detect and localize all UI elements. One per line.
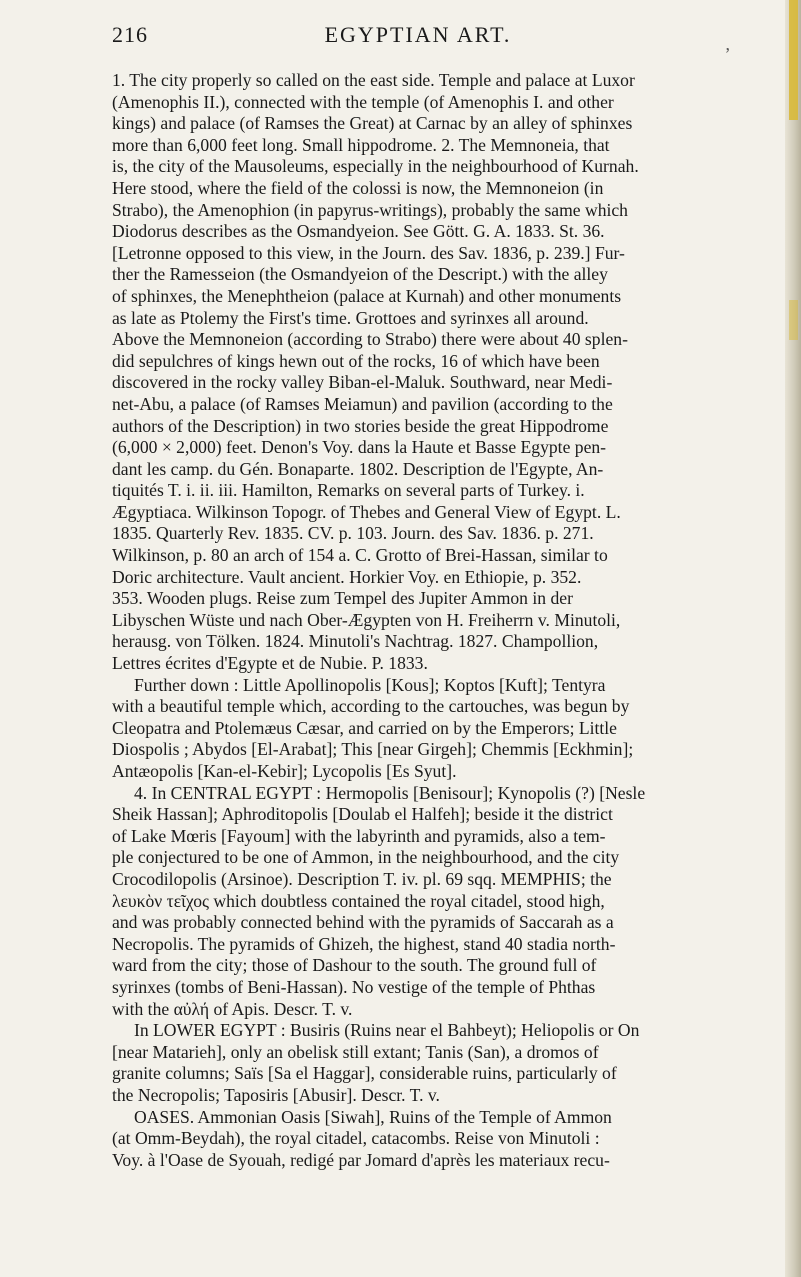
text-line: (6,000 × 2,000) feet. Denon's Voy. dans la Haute et Basse Egypte pen- bbox=[112, 437, 607, 458]
text-line: 1835. Quarterly Rev. 1835. CV. p. 103. Journ. des Sav. 1836. p. 271. bbox=[112, 523, 594, 544]
text-line: Crocodilopolis (Arsinoe). Description T. iv. pl. 69 sqq. MEMPHIS; the bbox=[112, 868, 612, 889]
text-line: ward from the city; those of Dashour to the south. The ground full of bbox=[112, 955, 597, 976]
text-line: of sphinxes, the Menephtheion (palace at Kurnah) and other monuments bbox=[112, 285, 622, 306]
running-title: EGYPTIAN ART. bbox=[324, 22, 512, 47]
text-line: 1. The city properly so called on the east side. Temple and palace at Luxor bbox=[112, 70, 635, 90]
text-line: (Amenophis II.), connected with the temple (of Amenophis I. and other bbox=[112, 91, 614, 112]
text-line: ple conjectured to be one of Ammon, in the neighbourhood, and the city bbox=[112, 847, 620, 868]
text-line: authors of the Description) in two stories beside the great Hippodrome bbox=[112, 415, 609, 436]
text-line: Antæopolis [Kan-el-Kebir]; Lycopolis [Es Syut]. bbox=[112, 761, 457, 781]
text-line: ther the Ramesseion (the Osmandyeion of the Descript.) with the alley bbox=[112, 264, 608, 285]
text-line: the Necropolis; Taposiris [Abusir]. Descr. T. v. bbox=[112, 1084, 440, 1105]
text-line: herausg. von Tölken. 1824. Minutoli's Nachtrag. 1827. Champollion, bbox=[112, 631, 599, 652]
text-line: with a beautiful temple which, according to the cartouches, was begun by bbox=[112, 696, 630, 717]
page-edge bbox=[785, 0, 801, 1277]
text-line: dant les camp. du Gén. Bonaparte. 1802. Description de l'Egypte, An- bbox=[112, 458, 604, 479]
text-line: Doric architecture. Vault ancient. Horkier Voy. en Ethiopie, p. 352. bbox=[112, 566, 582, 587]
paragraph bbox=[112, 675, 718, 783]
paragraph bbox=[112, 783, 718, 1172]
text-line: [near Matarieh], only an obelisk still extant; Tanis (San), a dromos of bbox=[112, 1041, 599, 1062]
text-line: Sheik Hassan]; Aphroditopolis [Doulab el Halfeh]; beside it the district bbox=[112, 804, 613, 825]
text-line: OASES. Ammonian Oasis [Siwah], Ruins of the Temple of Ammon bbox=[134, 1106, 612, 1127]
page-header bbox=[112, 22, 730, 58]
text-line: more than 6,000 feet long. Small hippodrome. 2. The Memnoneia, that bbox=[112, 134, 610, 155]
text-line: 4. In CENTRAL EGYPT : Hermopolis [Benisour]; Kynopolis (?) [Nesle bbox=[134, 782, 646, 803]
edge-highlight bbox=[789, 300, 798, 340]
text-line: [Letronne opposed to this view, in the Journ. des Sav. 1836, p. 239.] Fur- bbox=[112, 242, 625, 263]
text-line: of Lake Mœris [Fayoum] with the labyrinth and pyramids, also a tem- bbox=[112, 825, 606, 846]
text-line: Lettres écrites d'Egypte et de Nubie. P. 1833. bbox=[112, 653, 428, 674]
text-line: with the αὐλή of Apis. Descr. T. v. bbox=[112, 998, 353, 1019]
body-text bbox=[112, 70, 718, 1171]
text-line: discovered in the rocky valley Biban-el-Maluk. Southward, near Medi- bbox=[112, 372, 613, 393]
edge-highlight bbox=[789, 0, 798, 120]
text-line: Further down : Little Apollinopolis [Kous]; Koptos [Kuft]; Tentyra bbox=[134, 674, 606, 695]
text-line: (at Omm-Beydah), the royal citadel, catacombs. Reise von Minutoli : bbox=[112, 1128, 600, 1149]
text-line: Here stood, where the field of the colossi is now, the Memnoneion (in bbox=[112, 177, 604, 198]
text-line: did sepulchres of kings hewn out of the rocks, 16 of which have been bbox=[112, 350, 600, 371]
text-line: Diospolis ; Abydos [El-Arabat]; This [near Girgeh]; Chemmis [Eckhmin]; bbox=[112, 739, 634, 760]
text-line: kings) and palace (of Ramses the Great) at Carnac by an alley of sphinxes bbox=[112, 113, 633, 134]
paragraph bbox=[112, 70, 718, 675]
text-line: as late as Ptolemy the First's time. Grottoes and syrinxes all around. bbox=[112, 307, 589, 328]
page-number: 216 bbox=[112, 22, 148, 47]
text-line: Ægyptiaca. Wilkinson Topogr. of Thebes and General View of Egypt. L. bbox=[112, 501, 621, 522]
text-line: Necropolis. The pyramids of Ghizeh, the highest, stand 40 stadia north- bbox=[112, 933, 616, 954]
text-line: and was probably connected behind with the pyramids of Saccarah as a bbox=[112, 912, 614, 933]
text-line: Libyschen Wüste und nach Ober-Ægypten von H. Freiherrn v. Minutoli, bbox=[112, 609, 621, 630]
text-line: granite columns; Saïs [Sa el Haggar], considerable ruins, particularly of bbox=[112, 1063, 617, 1084]
text-line: tiquités T. i. ii. iii. Hamilton, Remarks on several parts of Turkey. i. bbox=[112, 480, 585, 501]
text-line: Above the Memnoneion (according to Strabo) there were about 40 splen- bbox=[112, 329, 628, 350]
text-line: Wilkinson, p. 80 an arch of 154 a. C. Grotto of Brei-Hassan, similar to bbox=[112, 545, 608, 566]
text-line: is, the city of the Mausoleums, especially in the neighbourhood of Kurnah. bbox=[112, 156, 639, 177]
text-line: Cleopatra and Ptolemæus Cæsar, and carried on by the Emperors; Little bbox=[112, 717, 617, 738]
text-line: Strabo), the Amenophion (in papyrus-writings), probably the same which bbox=[112, 199, 628, 220]
corner-mark: , bbox=[725, 34, 730, 54]
text-line: In LOWER EGYPT : Busiris (Ruins near el Bahbeyt); Heliopolis or On bbox=[134, 1020, 640, 1041]
text-line: 353. Wooden plugs. Reise zum Tempel des Jupiter Ammon in der bbox=[112, 588, 573, 609]
text-line: syrinxes (tombs of Beni-Hassan). No vestige of the temple of Phthas bbox=[112, 976, 596, 997]
text-line: Voy. à l'Oase de Syouah, redigé par Jomard d'après les materiaux recu- bbox=[112, 1149, 610, 1170]
text-line: net-Abu, a palace (of Ramses Meiamun) and pavilion (according to the bbox=[112, 393, 613, 414]
text-line: Diodorus describes as the Osmandyeion. See Gött. G. A. 1833. St. 36. bbox=[112, 221, 605, 242]
text-line: λευκὸν τεῖχος which doubtless contained the royal citadel, stood high, bbox=[112, 890, 605, 911]
